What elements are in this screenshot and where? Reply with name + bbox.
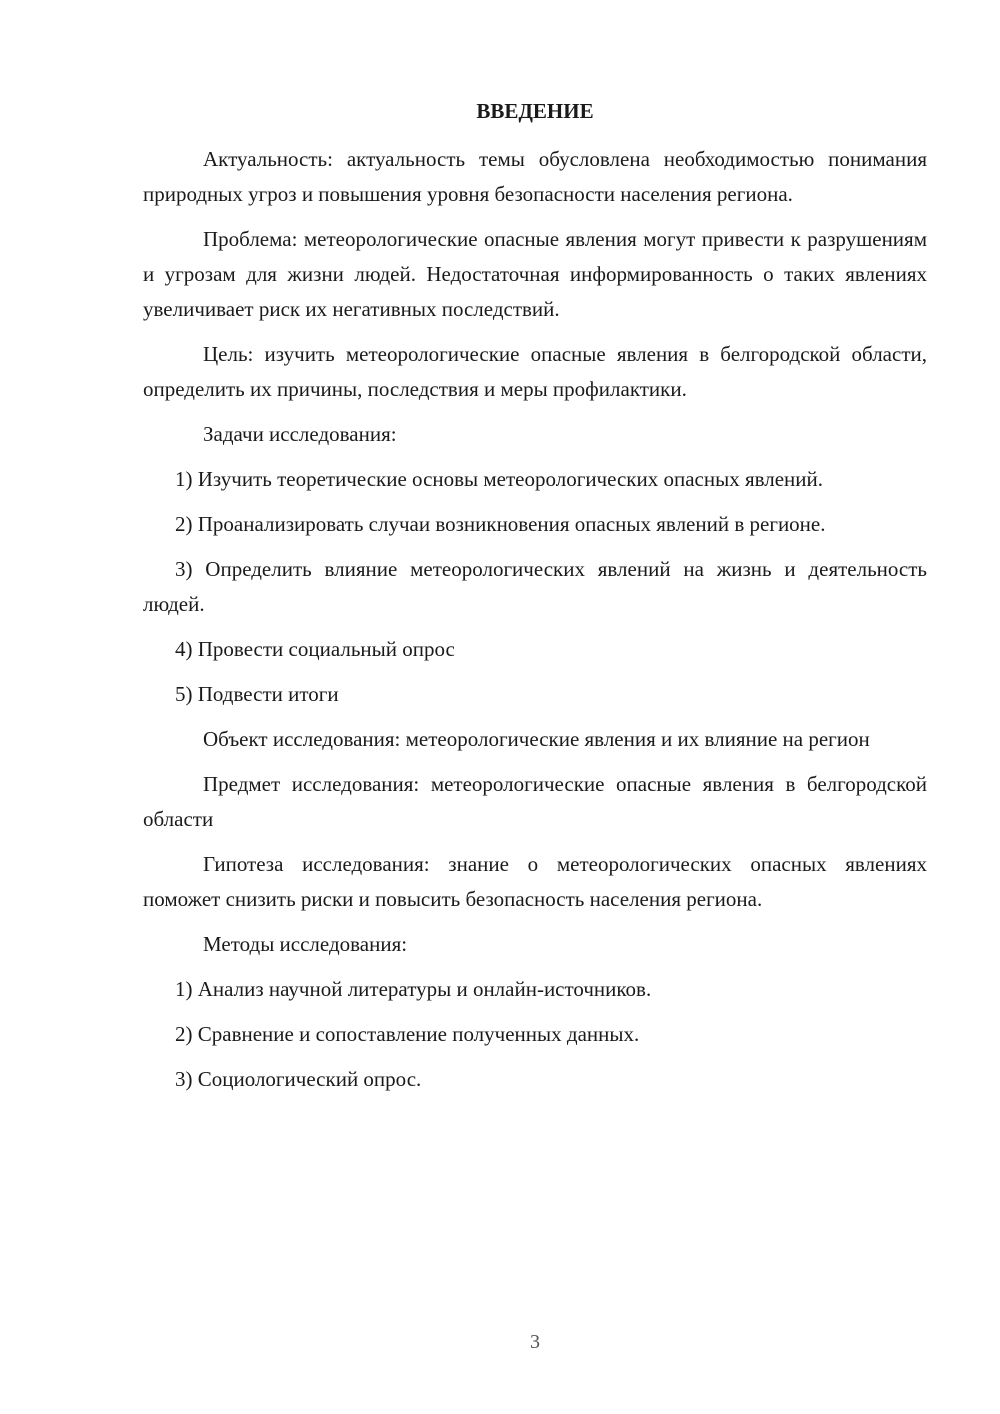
method-item-2: 2) Сравнение и сопоставление полученных данных. [175,1022,640,1046]
section-title: ВВЕДЕНИЕ [476,99,594,123]
object-paragraph: Объект исследования: метеорологические явления и их влияние на регион [203,727,870,751]
problem-paragraph: Проблема: метеорологические опасные явления могут привести к разрушениям и угрозам для жизни людей. Недостаточная информированность о таких явлениях увеличивает риск их негативных последствий. [143,227,927,321]
goal-paragraph: Цель: изучить метеорологические опасные явления в белгородской области, определить их причины, последствия и меры профилактики. [143,342,927,401]
document-page [143,94,927,1107]
hypothesis-paragraph: Гипотеза исследования: знание о метеорологических опасных явлениях поможет снизить риски и повысить безопасность населения региона. [143,852,927,911]
relevance-paragraph: Актуальность: актуальность темы обусловлена необходимостью понимания природных угроз и повышения уровня безопасности населения региона. [143,147,927,206]
task-item-2: 2) Проанализировать случаи возникновения опасных явлений в регионе. [175,512,826,536]
task-item-5: 5) Подвести итоги [175,682,339,706]
methods-heading: Методы исследования: [203,932,408,956]
tasks-heading: Задачи исследования: [203,422,397,446]
subject-paragraph: Предмет исследования: метеорологические опасные явления в белгородской области [143,772,927,831]
page-number: 3 [530,1331,540,1353]
method-item-1: 1) Анализ научной литературы и онлайн-источников. [175,977,652,1001]
task-item-1: 1) Изучить теоретические основы метеорологических опасных явлений. [175,467,824,491]
task-item-3: 3) Определить влияние метеорологических явлений на жизнь и деятельность людей. [143,557,927,616]
method-item-3: 3) Социологический опрос. [175,1067,422,1091]
task-item-4: 4) Провести социальный опрос [175,637,455,661]
